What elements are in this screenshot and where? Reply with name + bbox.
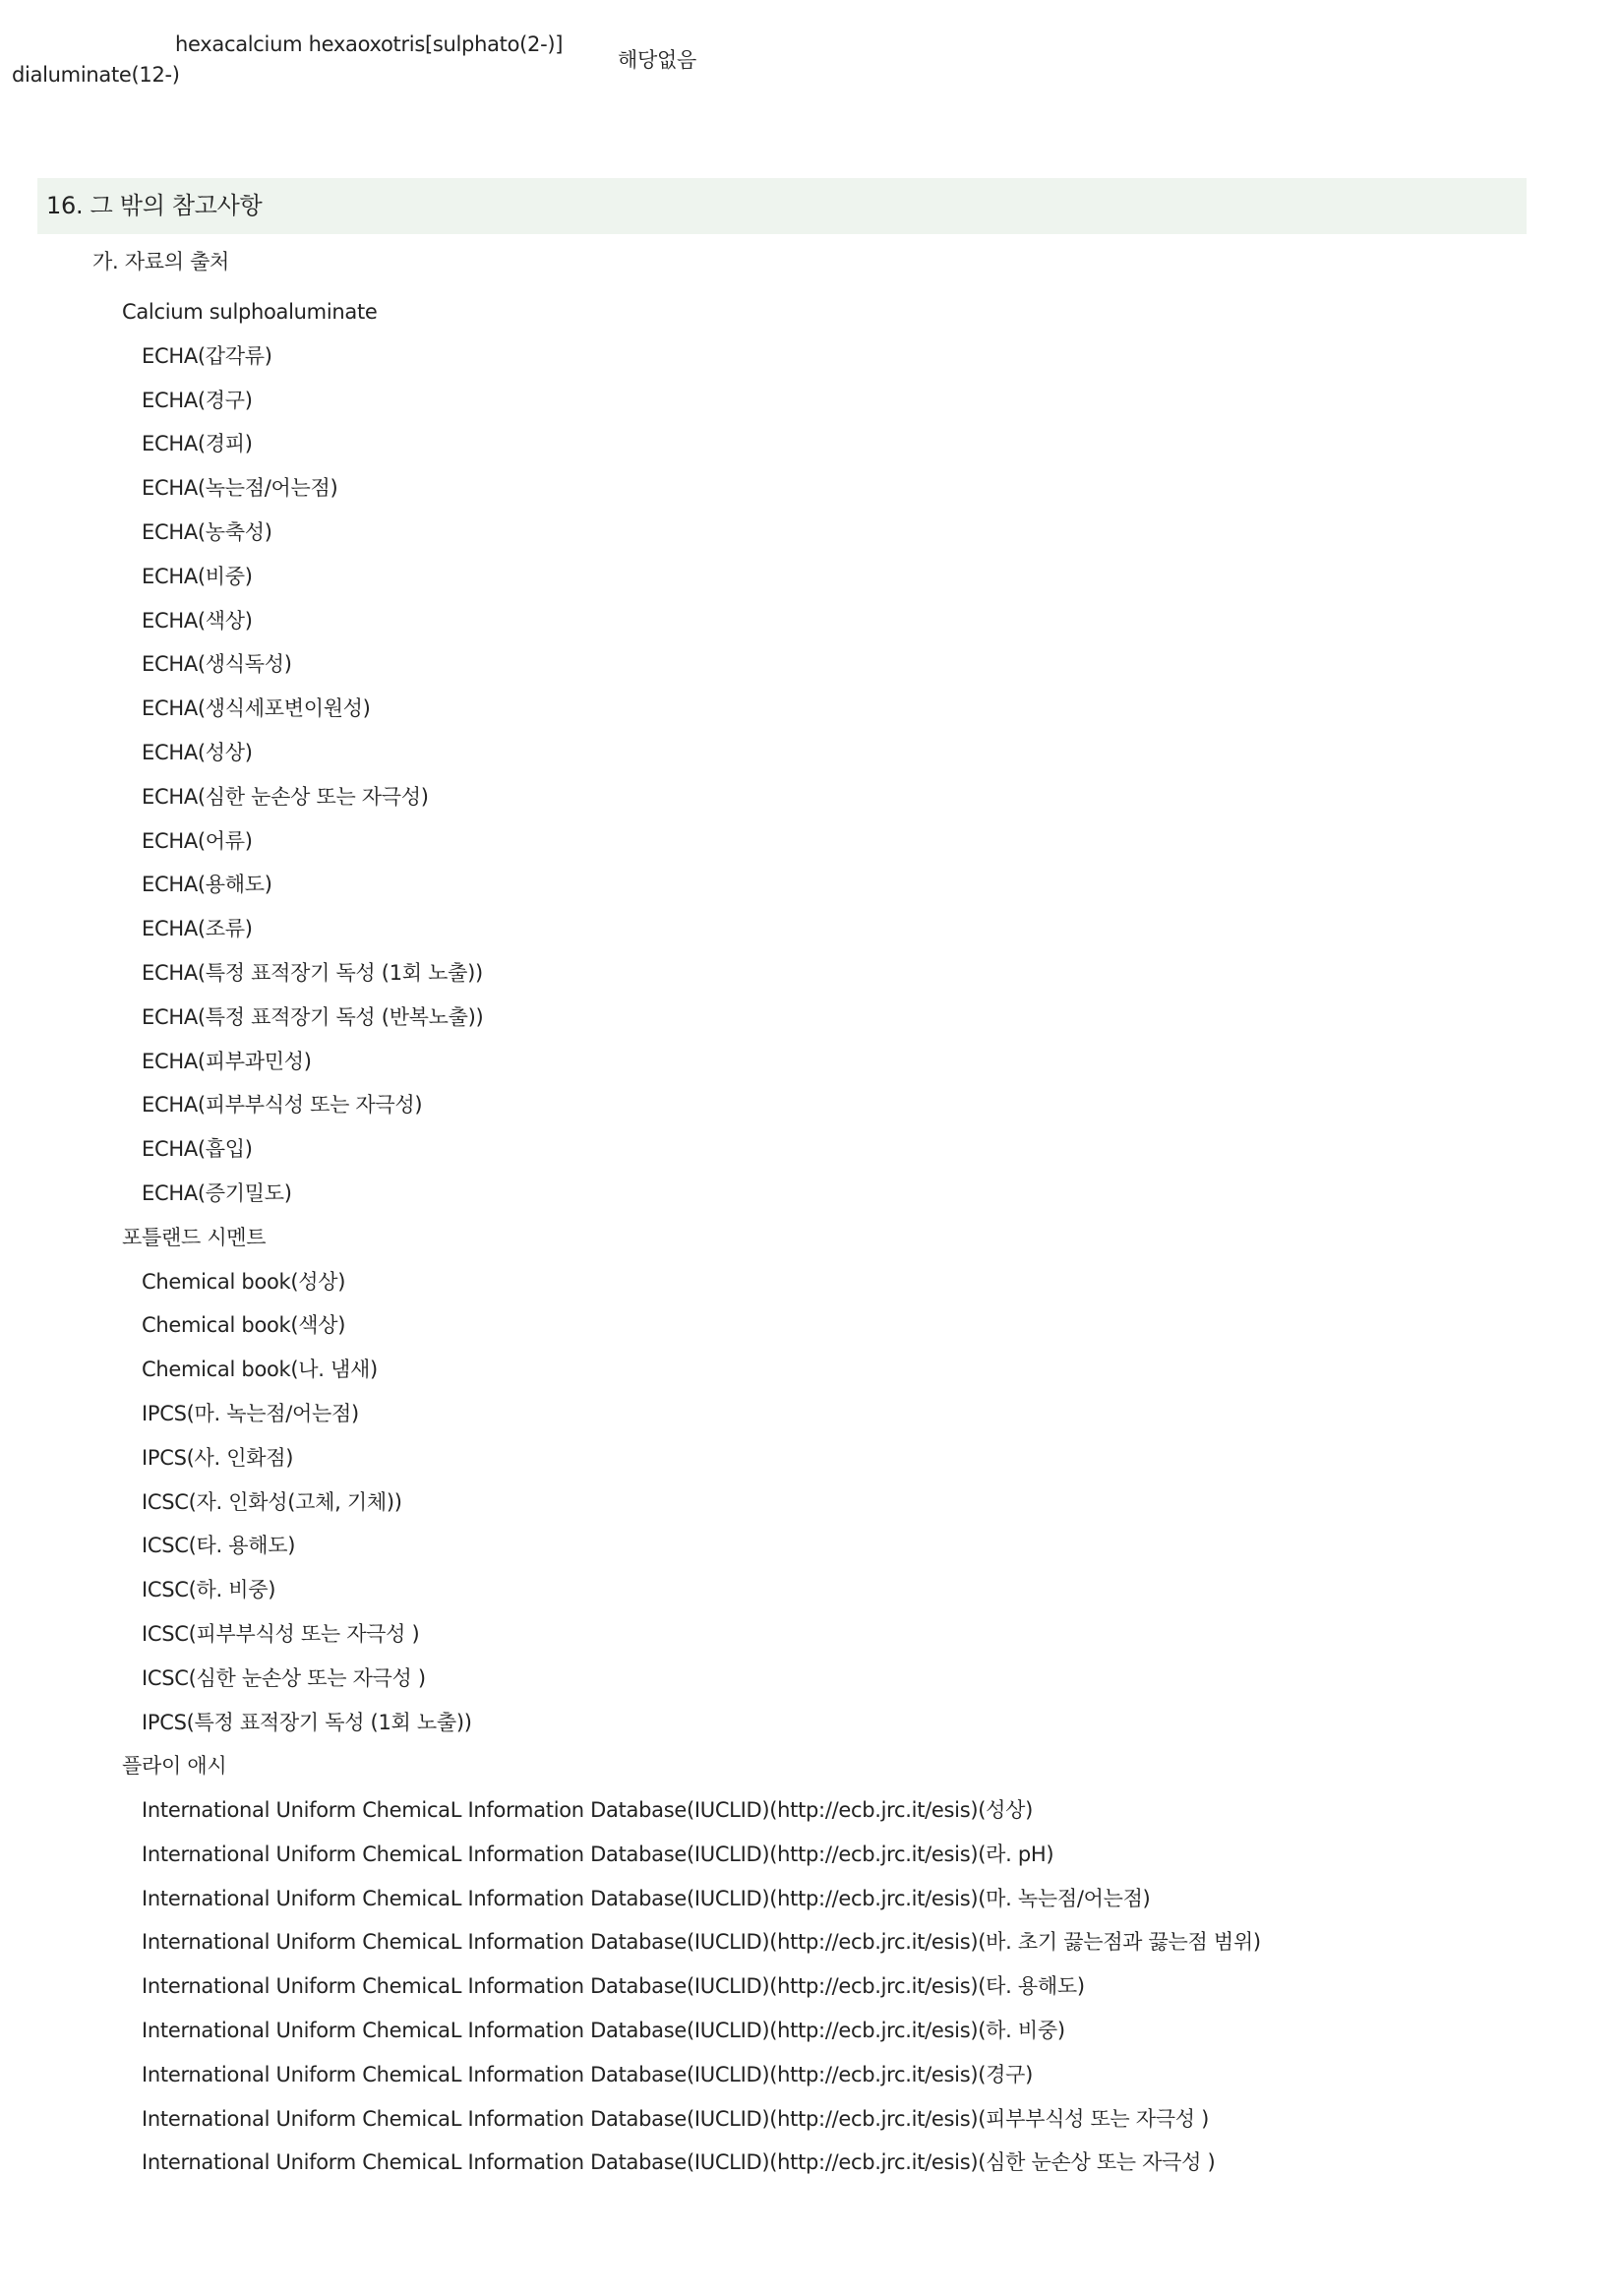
- list-item: ECHA(특정 표적장기 독성 (1회 노출)): [142, 960, 483, 985]
- list-item: Chemical book(색상): [142, 1313, 346, 1338]
- list-item: International Uniform ChemicaL Information Database(IUCLID)(http://ecb.jrc.it/esis)(바. 초기 끓는점과 끓는점 범위): [142, 1930, 1261, 1955]
- substance-name-line-1: hexacalcium hexaoxotris[sulphato(2-)]: [175, 32, 564, 56]
- list-item: ICSC(자. 인화성(고체, 기체)): [142, 1489, 402, 1514]
- list-item: ECHA(어류): [142, 828, 253, 853]
- list-item: IPCS(마. 녹는점/어는점): [142, 1401, 359, 1425]
- list-item: International Uniform ChemicaL Information Database(IUCLID)(http://ecb.jrc.it/esis)(하. 비중): [142, 2019, 1065, 2043]
- list-item: ECHA(농축성): [142, 519, 272, 544]
- list-item: International Uniform ChemicaL Information Database(IUCLID)(http://ecb.jrc.it/esis)(마. 녹는점/어는점): [142, 1886, 1151, 1910]
- list-item: IPCS(사. 인화점): [142, 1445, 294, 1470]
- list-item: ECHA(피부과민성): [142, 1049, 312, 1073]
- list-item: Chemical book(나. 냄새): [142, 1358, 378, 1382]
- source-group-title: 포틀랜드 시멘트: [122, 1225, 267, 1249]
- list-item: International Uniform ChemicaL Information Database(IUCLID)(http://ecb.jrc.it/esis)(타. 용해도): [142, 1974, 1085, 1999]
- list-item: ECHA(특정 표적장기 독성 (반복노출)): [142, 1004, 484, 1029]
- list-item: International Uniform ChemicaL Information Database(IUCLID)(http://ecb.jrc.it/esis)(라. pH): [142, 1842, 1054, 1866]
- source-group-title: 플라이 애시: [122, 1754, 227, 1779]
- list-item: ICSC(하. 비중): [142, 1578, 276, 1602]
- list-item: ECHA(녹는점/어는점): [142, 476, 338, 501]
- section-title: 16. 그 밖의 참고사항: [46, 192, 263, 219]
- substance-value: 해당없음: [618, 48, 696, 72]
- list-item: International Uniform ChemicaL Information Database(IUCLID)(http://ecb.jrc.it/esis)(경구): [142, 2062, 1033, 2086]
- list-item: ECHA(피부부식성 또는 자극성): [142, 1093, 423, 1118]
- list-item: ECHA(경구): [142, 388, 253, 412]
- list-item: ECHA(증기밀도): [142, 1180, 292, 1205]
- list-item: Chemical book(성상): [142, 1269, 346, 1294]
- list-item: ICSC(피부부식성 또는 자극성 ): [142, 1621, 420, 1646]
- list-item: ECHA(생식독성): [142, 652, 292, 677]
- list-item: International Uniform ChemicaL Information Database(IUCLID)(http://ecb.jrc.it/esis)(성상): [142, 1798, 1033, 1823]
- list-item: ECHA(갑각류): [142, 343, 272, 368]
- list-item: ICSC(타. 용해도): [142, 1534, 296, 1558]
- list-item: ECHA(흡입): [142, 1137, 253, 1162]
- list-item: International Uniform ChemicaL Information Database(IUCLID)(http://ecb.jrc.it/esis)(심한 눈손상 또는 자극성 ): [142, 2150, 1216, 2175]
- list-item: ICSC(심한 눈손상 또는 자극성 ): [142, 1665, 426, 1690]
- list-item: ECHA(비중): [142, 564, 253, 588]
- list-item: International Uniform ChemicaL Information Database(IUCLID)(http://ecb.jrc.it/esis)(피부부식성 또는 자극성 ): [142, 2106, 1210, 2131]
- list-item: IPCS(특정 표적장기 독성 (1회 노출)): [142, 1710, 472, 1734]
- list-item: ECHA(경피): [142, 432, 253, 456]
- list-item: ECHA(성상): [142, 740, 253, 764]
- list-item: ECHA(조류): [142, 917, 253, 941]
- list-item: ECHA(심한 눈손상 또는 자극성): [142, 784, 429, 809]
- list-item: ECHA(용해도): [142, 873, 272, 897]
- source-group-title: Calcium sulphoaluminate: [122, 300, 378, 324]
- list-item: ECHA(색상): [142, 608, 253, 633]
- list-item: ECHA(생식세포변이원성): [142, 696, 371, 721]
- source-list: [0, 297, 1621, 2192]
- section-header: [37, 178, 1527, 234]
- subsection-title: 가. 자료의 출처: [92, 250, 230, 273]
- substance-name-line-2: dialuminate(12-): [12, 63, 180, 87]
